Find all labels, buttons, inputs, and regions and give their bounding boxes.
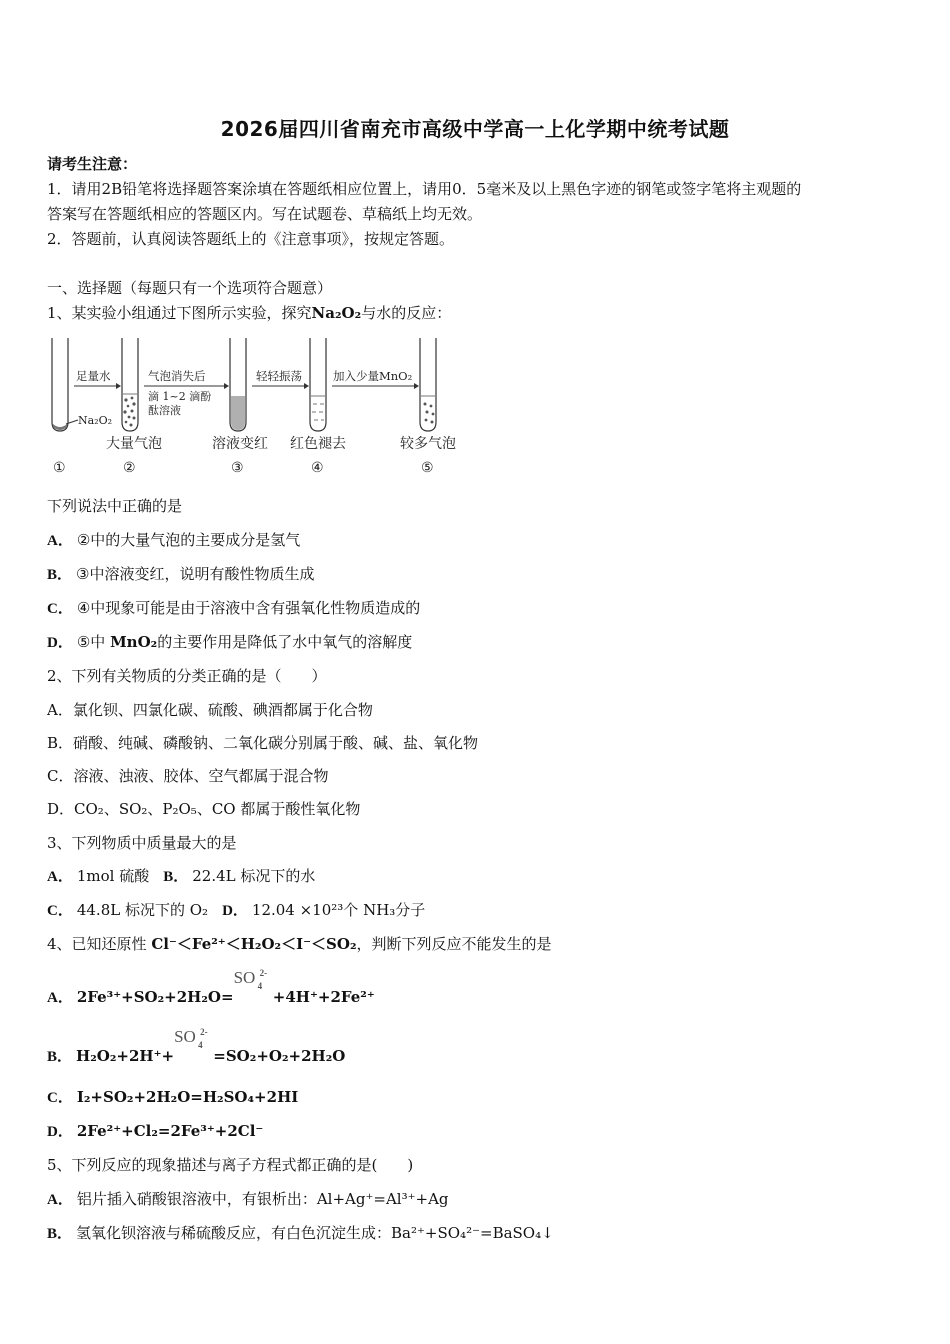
- q4-stem-text-b: ，判断下列反应不能发生的是: [356, 935, 552, 953]
- q4-stem-text-a: 4、已知还原性: [47, 935, 152, 953]
- option-letter: C．: [47, 1090, 73, 1106]
- q1-stem: [47, 302, 451, 323]
- q4-option-b: [47, 1027, 346, 1066]
- q1-option-a: [47, 529, 300, 550]
- sulfate-charge: 2-: [259, 968, 268, 978]
- bubbles-tube-2: [123, 397, 135, 427]
- q5-option-a: [47, 1188, 449, 1209]
- step-number-2: ②: [123, 460, 136, 476]
- q3-option-c: 44.8L 标况下的 O₂: [76, 901, 209, 919]
- notice-heading: 请考生注意：: [47, 155, 138, 173]
- experiment-figure: [44, 334, 484, 480]
- q1-stem-formula: Na₂O₂: [311, 304, 362, 322]
- q2-option-c: C．溶液、浊液、胶体、空气都属于混合物: [47, 767, 329, 785]
- q4-stem-chain: Cl⁻＜Fe²⁺＜H₂O₂＜I⁻＜SO₂: [151, 935, 357, 953]
- q2-option-a: A．氯化钡、四氯化碳、硫酸、碘酒都属于化合物: [47, 701, 373, 719]
- option-letter: D．: [47, 635, 73, 651]
- option-letter: D．: [222, 903, 248, 919]
- q5-option-b: [47, 1222, 554, 1243]
- q4-option-c: [47, 1086, 298, 1107]
- arrow-2-label-line2: 滴 1~2 滴酚: [148, 390, 212, 403]
- q3-option-d: 12.04 ×10²³个 NH₃分子: [251, 901, 426, 919]
- q2-option-d: D．CO₂、SO₂、P₂O₅、CO 都属于酸性氧化物: [47, 800, 361, 818]
- sulfate-ion-image: [174, 1027, 208, 1063]
- q4-option-c-text: I₂+SO₂+2H₂O=H₂SO₄+2HI: [76, 1088, 299, 1106]
- sulfate-base: SO: [233, 968, 256, 987]
- q1-option-d-text-b: 的主要作用是降低了水中氧气的溶解度: [157, 633, 413, 651]
- q3-option-b: 22.4L 标况下的水: [192, 867, 316, 885]
- q4-stem: [47, 933, 552, 954]
- solution-tube-4: [311, 396, 325, 420]
- q3-option-a: 1mol 硫酸: [76, 867, 150, 885]
- q3-options-cd: [47, 899, 425, 920]
- q1-option-b: [47, 563, 314, 584]
- sulfate-ion-image: [233, 968, 268, 1004]
- arrow-2-label-line3: 酞溶液: [148, 404, 181, 417]
- obs-label-5: 较多气泡: [400, 436, 456, 452]
- red-solution: [231, 396, 245, 430]
- arrow-3-label: 轻轻振荡: [256, 369, 302, 383]
- arrow-4-label: 加入少量MnO₂: [333, 369, 413, 383]
- notice-item2: 2．答题前，认真阅读答题纸上的《注意事项》，按规定答题。: [47, 230, 455, 248]
- option-letter: C．: [47, 601, 73, 617]
- sulfate-subscript: 4: [198, 1040, 203, 1050]
- test-tube-5: [420, 338, 436, 431]
- q5-stem: 5、下列反应的现象描述与离子方程式都正确的是( ): [47, 1156, 414, 1174]
- option-letter: B．: [163, 869, 189, 885]
- option-letter: A．: [47, 869, 73, 885]
- q3-options-ab: [47, 865, 315, 886]
- option-letter: B．: [47, 1049, 73, 1065]
- option-letter: A．: [47, 990, 73, 1006]
- step-number-5: ⑤: [421, 460, 434, 476]
- q5-option-b-text: 氢氧化钡溶液与稀硫酸反应，有白色沉淀生成：Ba²⁺+SO₄²⁻=BaSO₄↓: [76, 1224, 554, 1242]
- step-number-3: ③: [231, 460, 244, 476]
- option-letter: D．: [47, 1124, 73, 1140]
- q1-option-b-text: ③中溶液变红，说明有酸性物质生成: [76, 565, 315, 583]
- option-letter: C．: [47, 903, 73, 919]
- test-tube-1: [52, 338, 68, 431]
- q5-option-a-text: 铝片插入硝酸银溶液中，有银析出：Al+Ag⁺=Al³⁺+Ag: [76, 1190, 449, 1208]
- obs-label-2: 大量气泡: [106, 436, 162, 452]
- q1-stem-text-b: 与水的反应：: [361, 304, 452, 322]
- obs-label-4: 红色褪去: [290, 436, 346, 452]
- q4-option-b-left: H₂O₂+2H⁺+: [76, 1047, 175, 1065]
- sulfate-charge: 2-: [200, 1027, 208, 1037]
- q1-option-d-text-a: ⑤中: [76, 633, 111, 651]
- option-letter: A．: [47, 1192, 73, 1208]
- q4-option-a-right: +4H⁺+2Fe²⁺: [267, 988, 375, 1006]
- notice-item1-line1: 1．请用2B铅笔将选择题答案涂填在答题纸相应位置上，请用0．5毫米及以上黑色字迹的钢笔或签字笔将主观题的: [47, 180, 802, 198]
- obs-label-3: 溶液变红: [212, 436, 268, 452]
- q4-option-d: [47, 1120, 263, 1141]
- q3-stem: 3、下列物质中质量最大的是: [47, 834, 237, 852]
- q1-option-c-text: ④中现象可能是由于溶液中含有强氧化性物质造成的: [76, 599, 421, 617]
- notice-item1-line2: 答案写在答题纸相应的答题区内。写在试题卷、草稿纸上均无效。: [47, 205, 483, 223]
- option-letter: B．: [47, 1226, 73, 1242]
- sulfate-subscript: 4: [257, 981, 263, 991]
- section-heading: 一、选择题（每题只有一个选项符合题意）: [47, 279, 333, 297]
- q4-option-b-right: =SO₂+O₂+2H₂O: [208, 1047, 346, 1065]
- step-number-1: ①: [53, 460, 66, 476]
- bubbles-tube-5: [424, 403, 435, 424]
- q2-stem: 2、下列有关物质的分类正确的是（ ）: [47, 667, 327, 685]
- q2-option-b: B．硝酸、纯碱、磷酸钠、二氧化碳分别属于酸、碱、盐、氧化物: [47, 734, 479, 752]
- q1-prompt: 下列说法中正确的是: [47, 497, 183, 515]
- test-tube-4: [310, 338, 326, 431]
- q4-option-d-text: 2Fe²⁺+Cl₂=2Fe³⁺+2Cl⁻: [76, 1122, 264, 1140]
- option-letter: A．: [47, 533, 73, 549]
- step-number-4: ④: [311, 460, 324, 476]
- reagent-label: Na₂O₂: [78, 414, 113, 427]
- q1-option-d: [47, 631, 412, 652]
- option-letter: B．: [47, 567, 73, 583]
- arrow-1-label: 足量水: [76, 369, 111, 383]
- exam-title: 2026届四川省南充市高级中学高一上化学期中统考试题: [220, 117, 730, 141]
- q4-option-a-left: 2Fe³⁺+SO₂+2H₂O=: [76, 988, 234, 1006]
- arrow-2-label-line1: 气泡消失后: [148, 369, 206, 383]
- q1-option-d-formula: MnO₂: [110, 633, 158, 651]
- q1-option-c: [47, 597, 420, 618]
- q1-option-a-text: ②中的大量气泡的主要成分是氢气: [76, 531, 301, 549]
- q1-stem-text-a: 1、某实验小组通过下图所示实验，探究: [47, 304, 312, 322]
- q4-option-a: [47, 968, 375, 1007]
- sulfate-base: SO: [174, 1027, 196, 1046]
